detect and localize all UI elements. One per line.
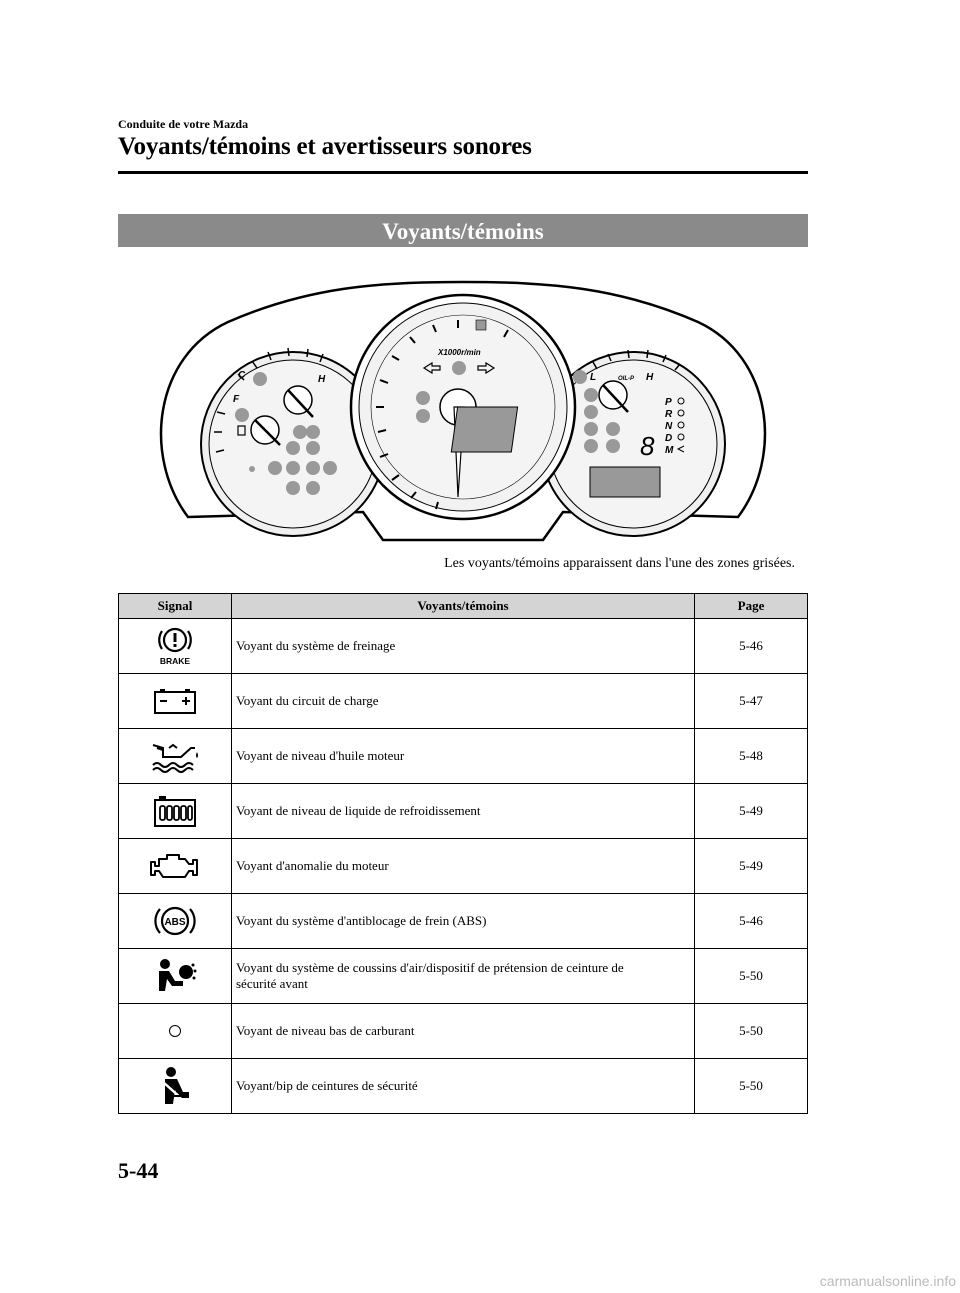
temp-cold-label: C (238, 370, 246, 381)
signal-cell (119, 949, 232, 1004)
battery-charge-icon (153, 687, 197, 715)
table-row (119, 674, 808, 729)
table-row (119, 784, 808, 839)
header-page: Page (695, 594, 808, 619)
signal-cell (119, 619, 232, 674)
oil-level-icon (149, 739, 201, 773)
table-header-row (119, 594, 808, 619)
page-ref: 5-46 (695, 619, 808, 674)
page-ref: 5-47 (695, 674, 808, 729)
gear-n-label: N (665, 421, 673, 432)
indicator-label: Voyant de niveau bas de carburant (232, 1004, 695, 1059)
gear-m-label: M (665, 445, 674, 456)
seatbelt-icon (157, 1066, 193, 1106)
fuel-full-label: F (233, 394, 240, 405)
watermark: carmanualsonline.info (819, 1273, 956, 1289)
indicator-label: Voyant du circuit de charge (232, 674, 695, 729)
indicator-label: Voyant du système de freinage (232, 619, 695, 674)
signal-cell (119, 784, 232, 839)
temp-hot-label: H (318, 374, 326, 385)
indicator-label (232, 949, 695, 1004)
brake-warning-icon (150, 624, 200, 668)
signal-cell (119, 674, 232, 729)
page-number: 5-44 (118, 1158, 159, 1183)
section-label: Conduite de votre Mazda (118, 117, 249, 131)
signal-cell (119, 1059, 232, 1114)
oil-pressure-label: OIL-P (618, 376, 634, 382)
brake-icon-text: BRAKE (159, 656, 191, 666)
page-ref: 5-50 (695, 1059, 808, 1114)
oil-low-label: L (590, 372, 597, 383)
page-title: Voyants/témoins et avertisseurs sonores (118, 133, 532, 160)
table-row (119, 619, 808, 674)
page-ref: 5-50 (695, 949, 808, 1004)
coolant-level-icon (152, 794, 198, 828)
oil-high-label: H (646, 372, 654, 383)
tach-scale-label: X1000r/min (438, 348, 481, 357)
indicator-label: Voyant de niveau d'huile moteur (232, 729, 695, 784)
indicator-label-line2: sécurité avant (236, 976, 308, 991)
page-ref: 5-49 (695, 784, 808, 839)
indicator-table (118, 593, 808, 1114)
section-banner: Voyants/témoins (118, 214, 808, 247)
table-row (119, 894, 808, 949)
low-fuel-icon (167, 1023, 183, 1039)
indicator-label: Voyant d'anomalie du moteur (232, 839, 695, 894)
signal-cell (119, 839, 232, 894)
indicator-label-line1: Voyant du système de coussins d'air/dispositif de prétension de ceinture de (236, 960, 624, 975)
abs-icon-text: ABS (164, 917, 186, 928)
table-row (119, 839, 808, 894)
page-ref: 5-49 (695, 839, 808, 894)
table-row (119, 729, 808, 784)
abs-icon (150, 902, 200, 940)
airbag-icon (153, 957, 197, 995)
page-ref: 5-50 (695, 1004, 808, 1059)
gear-p-label: P (665, 397, 672, 408)
indicator-label: Voyant de niveau de liquide de refroidissement (232, 784, 695, 839)
check-engine-icon (149, 851, 201, 881)
header-indicator: Voyants/témoins (232, 594, 695, 619)
gear-d-label: D (665, 433, 673, 444)
page-ref: 5-46 (695, 894, 808, 949)
indicator-label: Voyant/bip de ceintures de sécurité (232, 1059, 695, 1114)
title-rule (118, 171, 808, 174)
indicator-label: Voyant du système d'antiblocage de frein (ABS) (232, 894, 695, 949)
signal-cell (119, 1004, 232, 1059)
table-row (119, 1004, 808, 1059)
page-ref: 5-48 (695, 729, 808, 784)
gear-position-digit: 8 (640, 431, 655, 461)
table-row (119, 949, 808, 1004)
instrument-cluster-illustration (118, 262, 808, 562)
cluster-caption: Les voyants/témoins apparaissent dans l'une des zones grisées. (444, 556, 795, 571)
gear-r-label: R (665, 409, 673, 420)
signal-cell (119, 729, 232, 784)
table-row (119, 1059, 808, 1114)
header-signal: Signal (119, 594, 232, 619)
signal-cell (119, 894, 232, 949)
